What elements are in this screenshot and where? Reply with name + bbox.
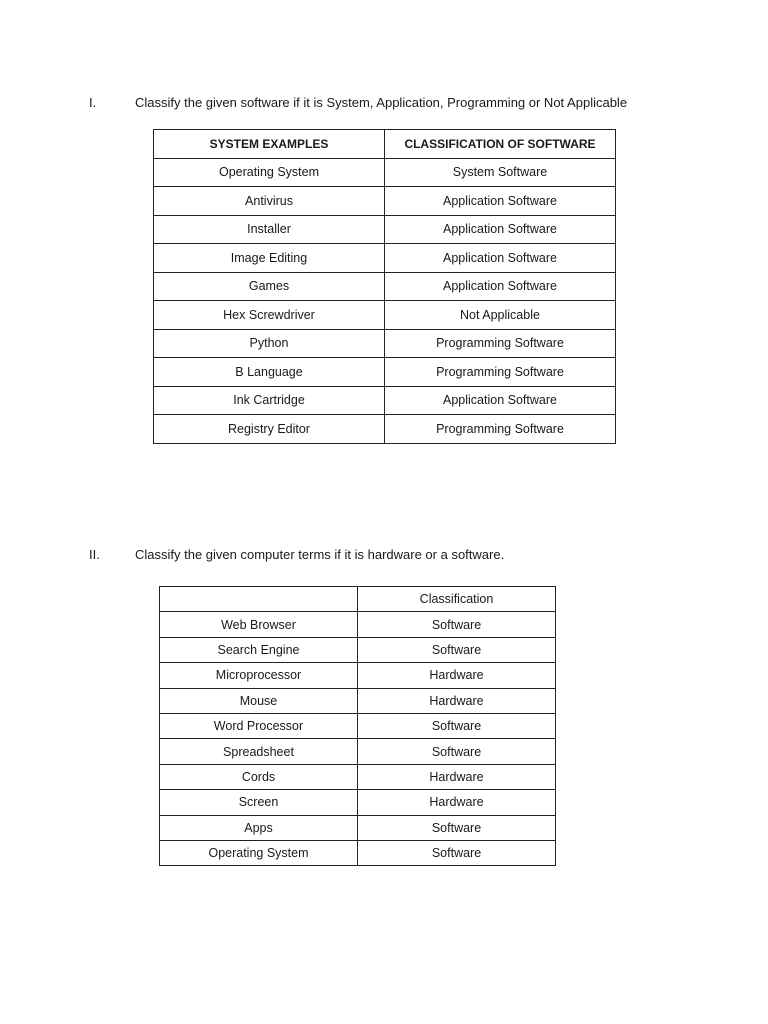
cell-computer-term: Web Browser bbox=[160, 612, 358, 637]
cell-classification: Hardware bbox=[358, 663, 556, 688]
cell-computer-term: Microprocessor bbox=[160, 663, 358, 688]
cell-classification: System Software bbox=[385, 158, 616, 187]
table-header-row bbox=[160, 587, 556, 612]
cell-classification: Application Software bbox=[385, 215, 616, 244]
column-header-system-examples: SYSTEM EXAMPLES bbox=[154, 130, 385, 159]
cell-system-example: B Language bbox=[154, 358, 385, 387]
software-classification-table bbox=[153, 129, 616, 444]
cell-classification: Application Software bbox=[385, 244, 616, 273]
cell-classification: Application Software bbox=[385, 187, 616, 216]
table-row bbox=[154, 215, 616, 244]
table-row bbox=[160, 764, 556, 789]
cell-system-example: Installer bbox=[154, 215, 385, 244]
table-row bbox=[154, 272, 616, 301]
cell-computer-term: Screen bbox=[160, 790, 358, 815]
table-header-row bbox=[154, 130, 616, 159]
cell-computer-term: Mouse bbox=[160, 688, 358, 713]
cell-computer-term: Operating System bbox=[160, 840, 358, 865]
cell-computer-term: Word Processor bbox=[160, 713, 358, 738]
cell-computer-term: Search Engine bbox=[160, 637, 358, 662]
cell-classification: Software bbox=[358, 815, 556, 840]
cell-classification: Software bbox=[358, 637, 556, 662]
question-2-instruction: Classify the given computer terms if it is hardware or a software. bbox=[135, 547, 505, 562]
cell-computer-term: Apps bbox=[160, 815, 358, 840]
cell-classification: Hardware bbox=[358, 790, 556, 815]
column-header-term bbox=[160, 587, 358, 612]
question-2-number: II. bbox=[89, 547, 100, 562]
hardware-software-table bbox=[159, 586, 556, 866]
cell-computer-term: Cords bbox=[160, 764, 358, 789]
cell-classification: Hardware bbox=[358, 688, 556, 713]
table-row bbox=[160, 637, 556, 662]
cell-system-example: Antivirus bbox=[154, 187, 385, 216]
table-row bbox=[154, 244, 616, 273]
cell-system-example: Registry Editor bbox=[154, 415, 385, 444]
cell-classification: Software bbox=[358, 739, 556, 764]
cell-classification: Programming Software bbox=[385, 415, 616, 444]
table-row bbox=[154, 158, 616, 187]
cell-classification: Software bbox=[358, 840, 556, 865]
cell-classification: Programming Software bbox=[385, 329, 616, 358]
table-row bbox=[154, 329, 616, 358]
table-row bbox=[160, 688, 556, 713]
table-row bbox=[154, 358, 616, 387]
cell-classification: Programming Software bbox=[385, 358, 616, 387]
cell-system-example: Ink Cartridge bbox=[154, 386, 385, 415]
question-1-number: I. bbox=[89, 95, 97, 110]
table-row bbox=[160, 815, 556, 840]
cell-system-example: Python bbox=[154, 329, 385, 358]
table-row bbox=[154, 187, 616, 216]
table-row bbox=[160, 713, 556, 738]
table-row bbox=[160, 663, 556, 688]
table-row bbox=[154, 301, 616, 330]
cell-computer-term: Spreadsheet bbox=[160, 739, 358, 764]
table-row bbox=[160, 790, 556, 815]
cell-system-example: Games bbox=[154, 272, 385, 301]
cell-classification: Application Software bbox=[385, 272, 616, 301]
cell-classification: Application Software bbox=[385, 386, 616, 415]
table-row bbox=[160, 840, 556, 865]
table-row bbox=[160, 612, 556, 637]
cell-classification: Hardware bbox=[358, 764, 556, 789]
column-header-classification: Classification bbox=[358, 587, 556, 612]
column-header-classification: CLASSIFICATION OF SOFTWARE bbox=[385, 130, 616, 159]
cell-classification: Not Applicable bbox=[385, 301, 616, 330]
table-row bbox=[160, 739, 556, 764]
table-row bbox=[154, 415, 616, 444]
cell-system-example: Hex Screwdriver bbox=[154, 301, 385, 330]
table-row bbox=[154, 386, 616, 415]
cell-system-example: Operating System bbox=[154, 158, 385, 187]
cell-classification: Software bbox=[358, 713, 556, 738]
question-1-instruction: Classify the given software if it is System, Application, Programming or Not Applicable bbox=[135, 95, 628, 110]
cell-classification: Software bbox=[358, 612, 556, 637]
cell-system-example: Image Editing bbox=[154, 244, 385, 273]
